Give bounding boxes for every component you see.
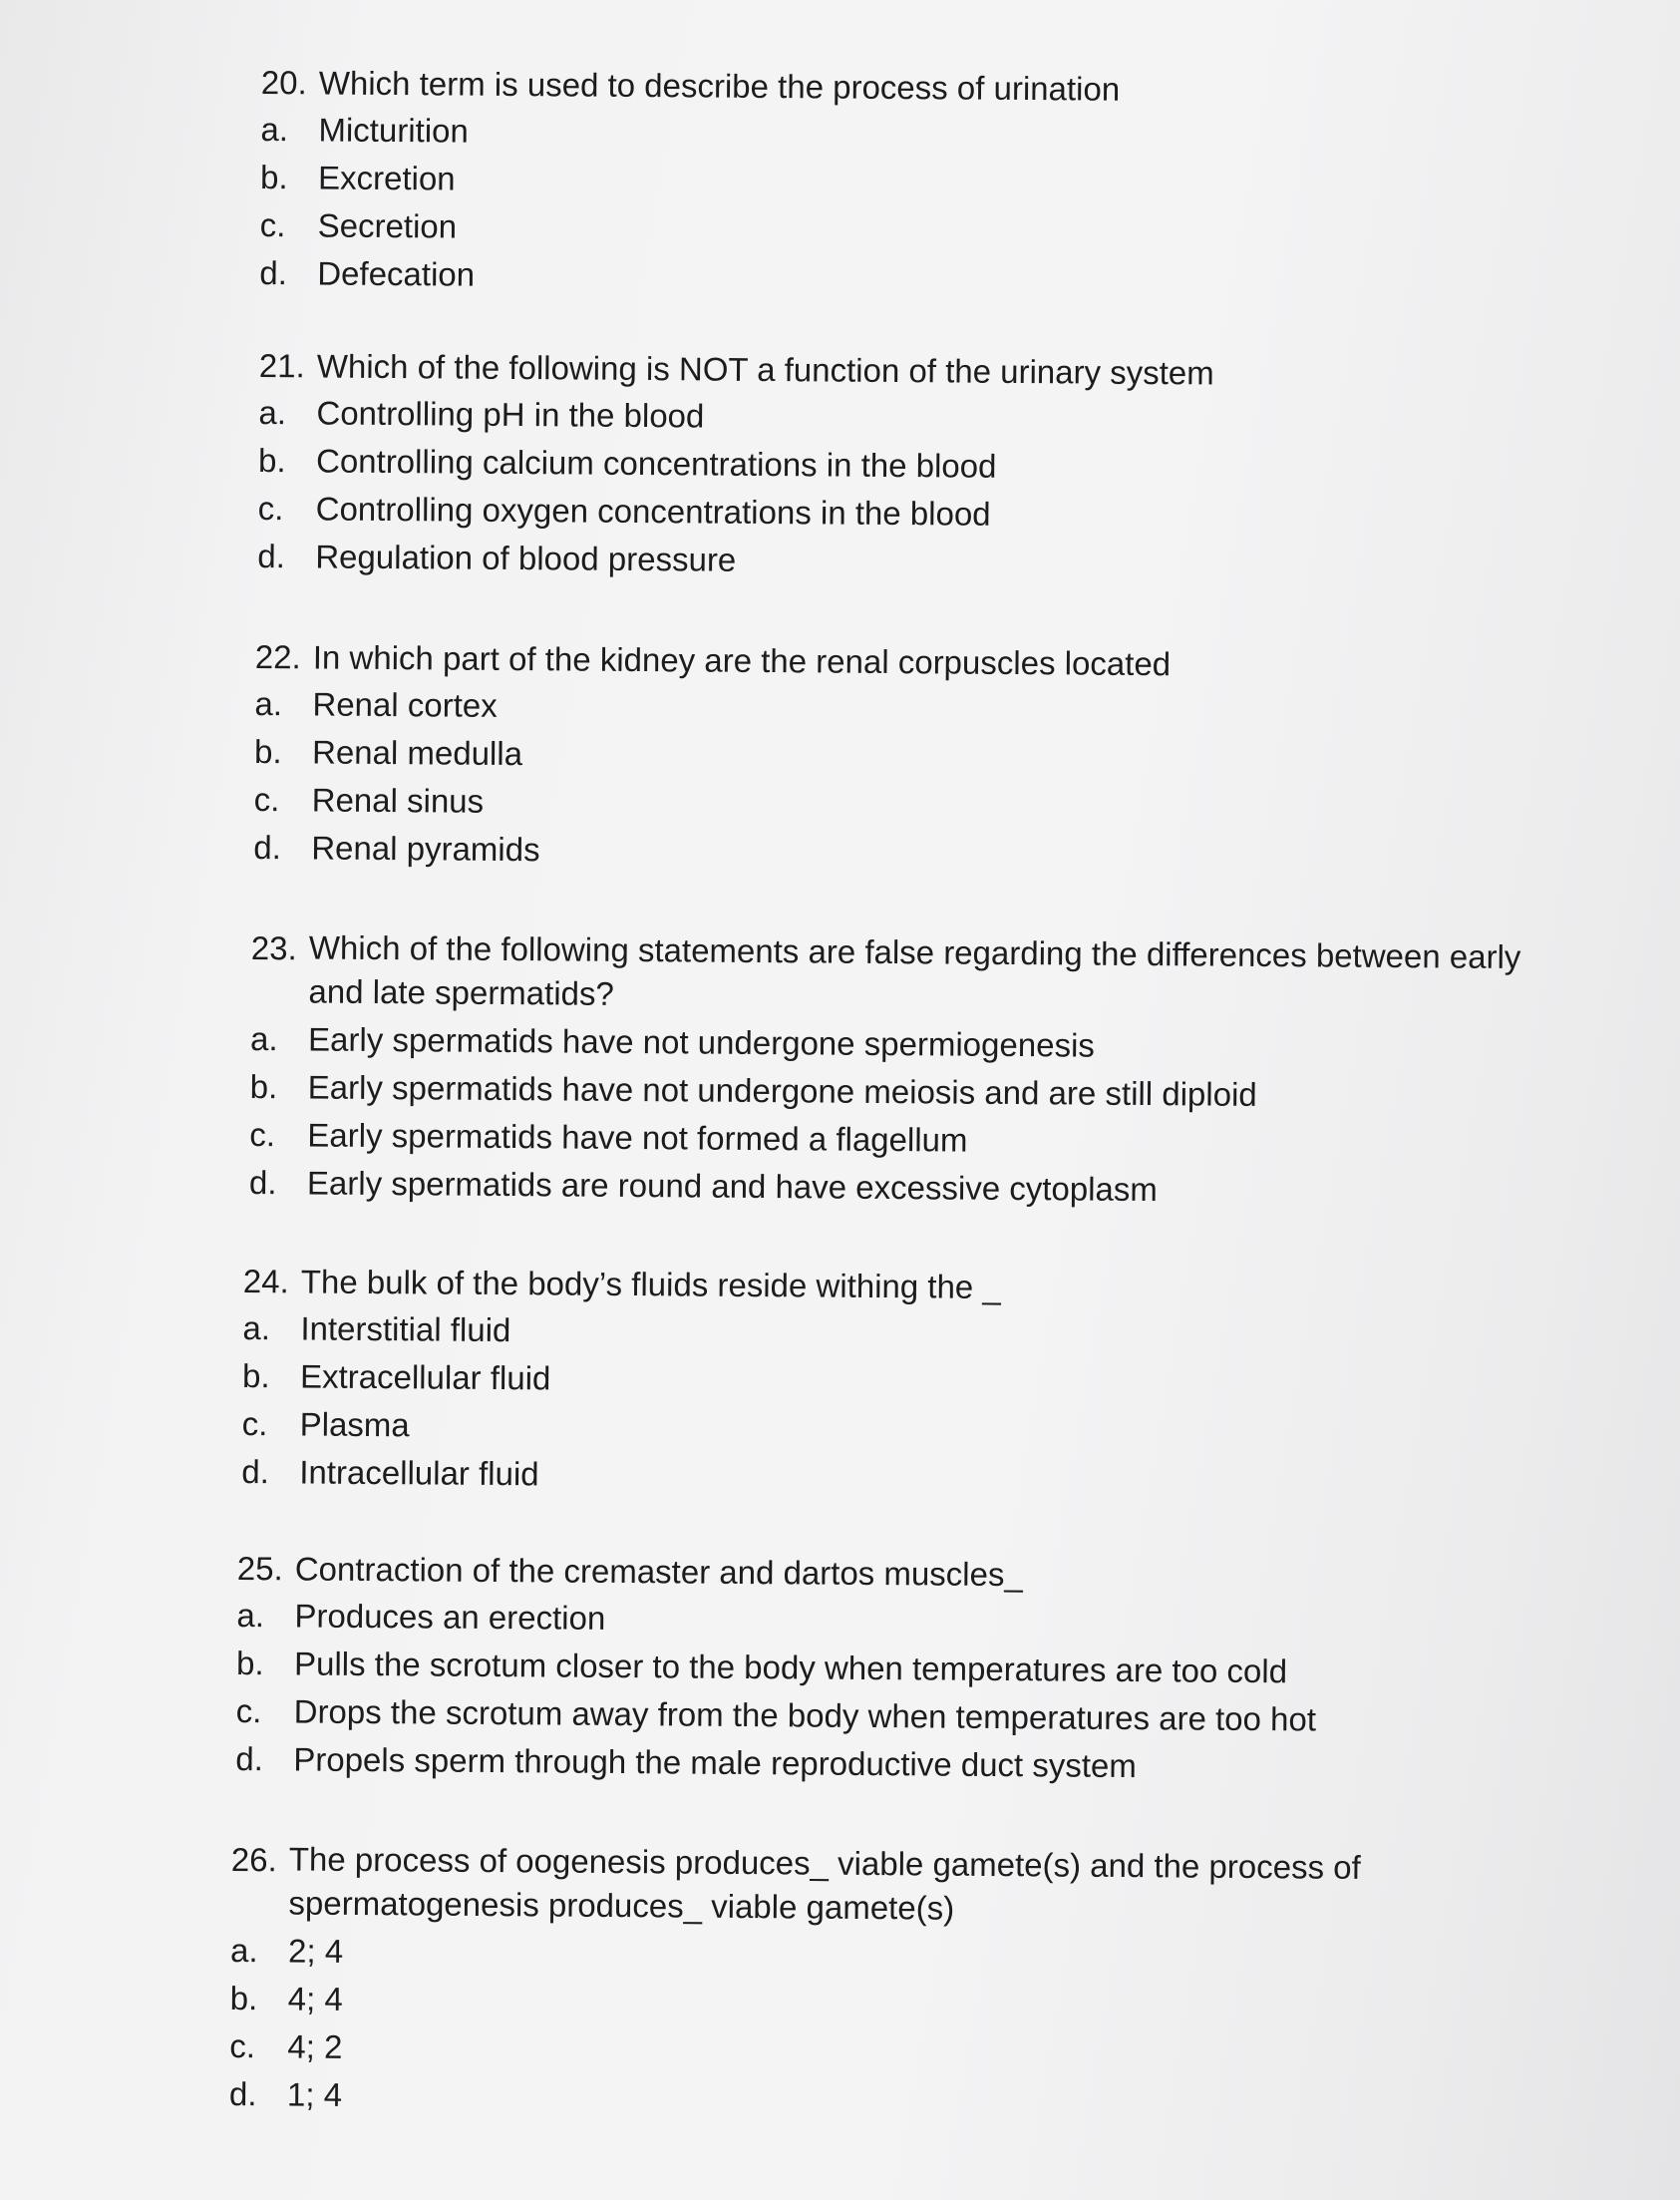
option-letter: d.: [228, 2074, 257, 2113]
option-text: Renal sinus: [311, 781, 485, 820]
option-text: Propels sperm through the male reproductive duct system: [293, 1740, 1138, 1785]
question-text: Which of the following statements are false regarding the differences between early and late spermatids?: [308, 928, 1521, 1012]
option-list: [235, 1592, 1632, 1794]
question-21: [257, 343, 1655, 591]
option-letter: b.: [229, 1979, 258, 2017]
question-number: 24.: [242, 1262, 289, 1300]
question-23: [249, 925, 1557, 1217]
option-letter: a.: [260, 110, 289, 149]
question-number: 25.: [236, 1549, 283, 1588]
question-stem: [230, 1837, 1478, 1935]
option-letter: c.: [257, 489, 284, 528]
option-text: Extracellular fluid: [299, 1357, 551, 1397]
option-letter: c.: [253, 780, 280, 819]
option-letter: c.: [249, 1115, 276, 1154]
option-letter: c.: [241, 1404, 268, 1443]
option-list: [259, 106, 1656, 308]
question-text: Contraction of the cremaster and dartos muscles_: [294, 1550, 1023, 1594]
option-list: [253, 680, 1650, 883]
question-number: 23.: [250, 928, 297, 967]
option-list: [229, 1927, 1477, 2128]
option-letter: c.: [259, 205, 286, 244]
question-24: [241, 1259, 1639, 1507]
option-text: Interstitial fluid: [300, 1309, 511, 1349]
option-text: Early spermatids have not formed a flagellum: [307, 1116, 968, 1159]
option-d: [249, 1159, 1555, 1217]
option-d: [229, 2070, 1476, 2128]
option-text: 4; 4: [287, 1980, 343, 2017]
option-text: Micturition: [318, 111, 469, 150]
option-text: Renal medulla: [311, 733, 523, 773]
option-letter: d.: [235, 1739, 263, 1778]
question-text: The process of oogenesis produces_ viable gamete(s) and the process of spermatogenesis produces_ viable gamete(s): [288, 1840, 1361, 1927]
option-text: Regulation of blood pressure: [315, 538, 737, 578]
option-d: [259, 249, 1655, 308]
option-d: [241, 1448, 1637, 1507]
option-letter: b.: [253, 732, 282, 771]
option-text: Controlling calcium concentrations in the blood: [315, 442, 997, 485]
option-text: Renal cortex: [312, 685, 498, 724]
option-letter: d.: [259, 253, 287, 292]
option-text: Pulls the scrotum closer to the body when temperatures are too cold: [293, 1645, 1288, 1690]
option-d: [253, 824, 1649, 883]
option-text: Intracellular fluid: [299, 1453, 539, 1493]
question-number: 26.: [230, 1840, 277, 1879]
option-letter: b.: [257, 441, 286, 480]
option-text: 4; 2: [287, 2027, 343, 2065]
option-d: [235, 1735, 1631, 1794]
option-letter: d.: [257, 537, 285, 575]
question-text: Which term is used to describe the process of urination: [318, 64, 1121, 108]
question-number: 20.: [260, 63, 307, 102]
option-letter: a.: [254, 684, 283, 723]
question-number: 22.: [254, 637, 301, 676]
option-letter: a.: [229, 1931, 258, 1970]
question-text: Which of the following is NOT a function of the urinary system: [316, 347, 1214, 392]
question-25: [235, 1546, 1633, 1794]
question-22: [253, 634, 1651, 883]
question-26: [229, 1837, 1478, 2128]
question-number: 21.: [258, 346, 305, 385]
option-text: Plasma: [299, 1405, 410, 1444]
option-letter: c.: [229, 2026, 256, 2065]
option-letter: b.: [249, 1067, 278, 1106]
question-text: In which part of the kidney are the renal corpuscles located: [312, 638, 1172, 683]
option-letter: c.: [235, 1691, 262, 1730]
option-text: Early spermatids have not undergone meiosis and are still diploid: [307, 1068, 1257, 1113]
option-letter: b.: [235, 1644, 264, 1682]
option-letter: a.: [258, 393, 287, 432]
option-text: Produces an erection: [294, 1597, 606, 1637]
option-letter: b.: [241, 1356, 270, 1395]
option-list: [241, 1304, 1638, 1507]
option-letter: a.: [249, 1019, 278, 1058]
option-text: 1; 4: [286, 2075, 343, 2113]
option-letter: a.: [236, 1596, 265, 1635]
option-text: Early spermatids have not undergone spermiogenesis: [307, 1020, 1096, 1064]
option-letter: d.: [253, 828, 281, 867]
option-letter: a.: [242, 1308, 271, 1347]
option-text: Controlling oxygen concentrations in the blood: [315, 490, 991, 533]
option-letter: d.: [241, 1452, 269, 1491]
option-text: Renal pyramids: [311, 829, 540, 869]
question-20: [259, 60, 1657, 308]
option-letter: d.: [248, 1163, 277, 1202]
option-text: Controlling pH in the blood: [316, 394, 705, 435]
option-text: Secretion: [317, 206, 458, 245]
question-stem: [250, 925, 1557, 1023]
option-text: Drops the scrotum away from the body when temperatures are too hot: [293, 1692, 1317, 1738]
option-text: Early spermatids are round and have excessive cytoplasm: [306, 1164, 1159, 1209]
question-text: The bulk of the body’s fluids reside withing the _: [300, 1263, 1001, 1305]
option-list: [257, 389, 1654, 591]
option-text: 2; 4: [287, 1932, 344, 1970]
option-text: Defecation: [317, 254, 476, 293]
option-text: Excretion: [317, 159, 456, 197]
option-letter: b.: [259, 158, 288, 196]
option-d: [257, 533, 1653, 591]
option-list: [249, 1015, 1556, 1217]
